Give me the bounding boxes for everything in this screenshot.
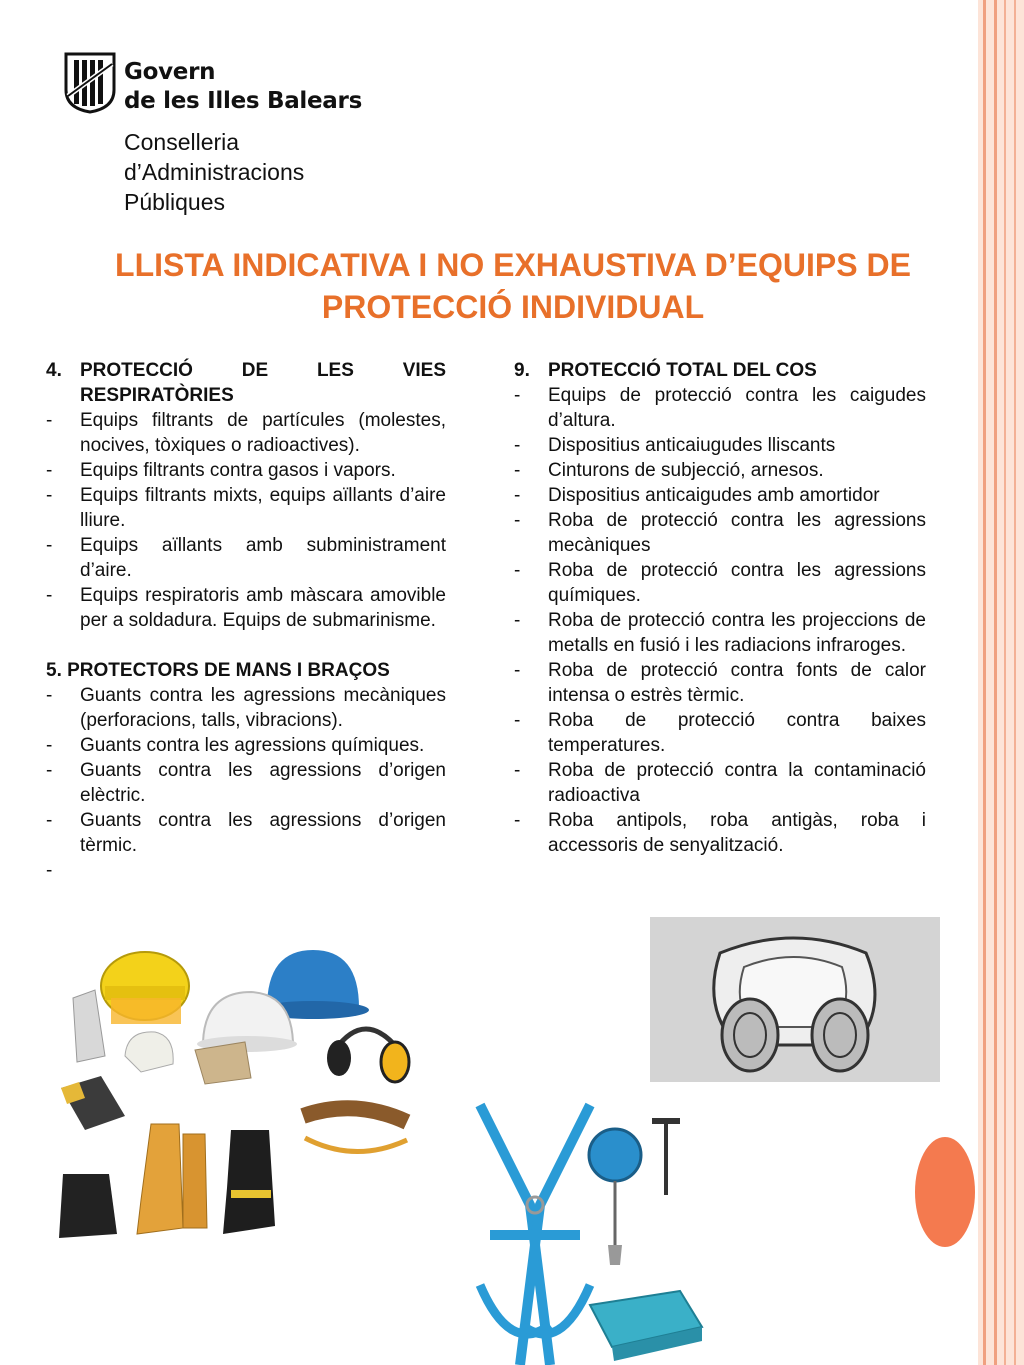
list-item: - Equips de protecció contra les caigudes d’altura. (514, 385, 926, 431)
list-item: - Cinturons de subjecció, arnesos. (514, 460, 824, 481)
list-item: - Roba de protecció contra fonts de calor intensa o estrès tèrmic. (514, 660, 926, 706)
safety-belt-icon (303, 1108, 407, 1151)
list-item: - Equips filtrants contra gasos i vapors. (46, 460, 396, 481)
title-line-2: PROTECCIÓ INDIVIDUAL (321, 289, 705, 325)
section-5-heading: 5. PROTECTORS DE MANS I BRAÇOS (46, 660, 390, 681)
list-item: - Dispositius anticaiugudes lliscants (514, 435, 836, 456)
border-stripe-dark (994, 0, 997, 1365)
harness-icon (480, 1105, 590, 1365)
list-item: - Roba de protecció contra la contaminació radioactiva (514, 760, 926, 806)
list-item: - Roba de protecció contra les agressions mecàniques (514, 510, 926, 556)
list-item: - Guants contra les agressions químiques. (46, 735, 425, 756)
list-item: - Guants contra les agressions d’origen tèrmic. (46, 810, 446, 856)
list-item: - Roba de protecció contra baixes temperatures. (514, 710, 926, 756)
title-line-1: LLISTA INDICATIVA I NO EXHAUSTIVA D’EQUIPS DE (115, 247, 911, 283)
section-4-list (46, 408, 446, 633)
section-9-heading (514, 358, 926, 383)
anchor-hook-icon (652, 1121, 680, 1195)
list-item: - Equips filtrants de partícules (molestes, nocives, tòxiques o radioactives). (46, 410, 446, 456)
dept-line-1: Conselleria (124, 129, 240, 155)
list-item: - Roba de protecció contra les projeccions de metalls en fusió i les radiacions infraroges. (514, 610, 926, 656)
list-item: - Guants contra les agressions mecàniques (perforacions, talls, vibracions). (46, 685, 446, 731)
department-name (124, 127, 304, 217)
dept-line-2: d’Administracions (124, 159, 305, 185)
list-item: - Equips filtrants mixts, equips aïllants d’aire lliure. (46, 485, 446, 531)
left-column (46, 358, 446, 883)
storage-case-icon (590, 1291, 702, 1361)
section-4-heading (46, 358, 446, 383)
org-line-2: de les Illes Balears (124, 88, 362, 114)
section-number: 9. (514, 360, 530, 381)
fire-helmet-icon (101, 952, 189, 1024)
list-item: - (46, 860, 53, 881)
list-item: - Equips aïllants amb subministrament d’aire. (46, 535, 446, 581)
ear-muffs-icon (327, 1029, 409, 1082)
right-column (514, 358, 926, 858)
fall-arrester-icon (589, 1129, 641, 1265)
list-item: - Dispositius anticaigudes amb amortidor (514, 485, 880, 506)
section-5-list (46, 683, 446, 883)
list-item: - Roba de protecció contra les agressions químiques. (514, 560, 926, 606)
ppe-collection-image (55, 938, 445, 1248)
border-stripe-dark (983, 0, 986, 1365)
list-item: - Roba antipols, roba antigàs, roba i accessoris de senyalització. (514, 810, 926, 856)
list-item: - Equips respiratoris amb màscara amovible per a soldadura. Equips de submarinisme. (46, 585, 446, 631)
organization-name (124, 58, 362, 116)
border-stripe-dark (1014, 0, 1016, 1365)
dept-line-3: Públiques (124, 189, 226, 215)
border-stripe-dark (1004, 0, 1006, 1365)
org-line-1: Govern (124, 59, 216, 85)
boots-icon (59, 1124, 275, 1238)
section-number: 4. (46, 360, 62, 381)
page-title (58, 244, 968, 328)
full-face-mask-image (650, 917, 940, 1082)
safety-harness-image (440, 1095, 720, 1365)
section-title-cont: RESPIRATÒRIES (80, 385, 234, 406)
section-title: PROTECCIÓ DE LES VIES (80, 360, 446, 381)
list-item: - Guants contra les agressions d’origen elèctric. (46, 760, 446, 806)
section-4-heading-cont (46, 383, 446, 408)
section-title: PROTECCIÓ TOTAL DEL COS (548, 360, 817, 381)
section-9-list (514, 383, 926, 858)
government-crest-logo (60, 50, 120, 114)
decorative-orange-circle (915, 1137, 975, 1247)
